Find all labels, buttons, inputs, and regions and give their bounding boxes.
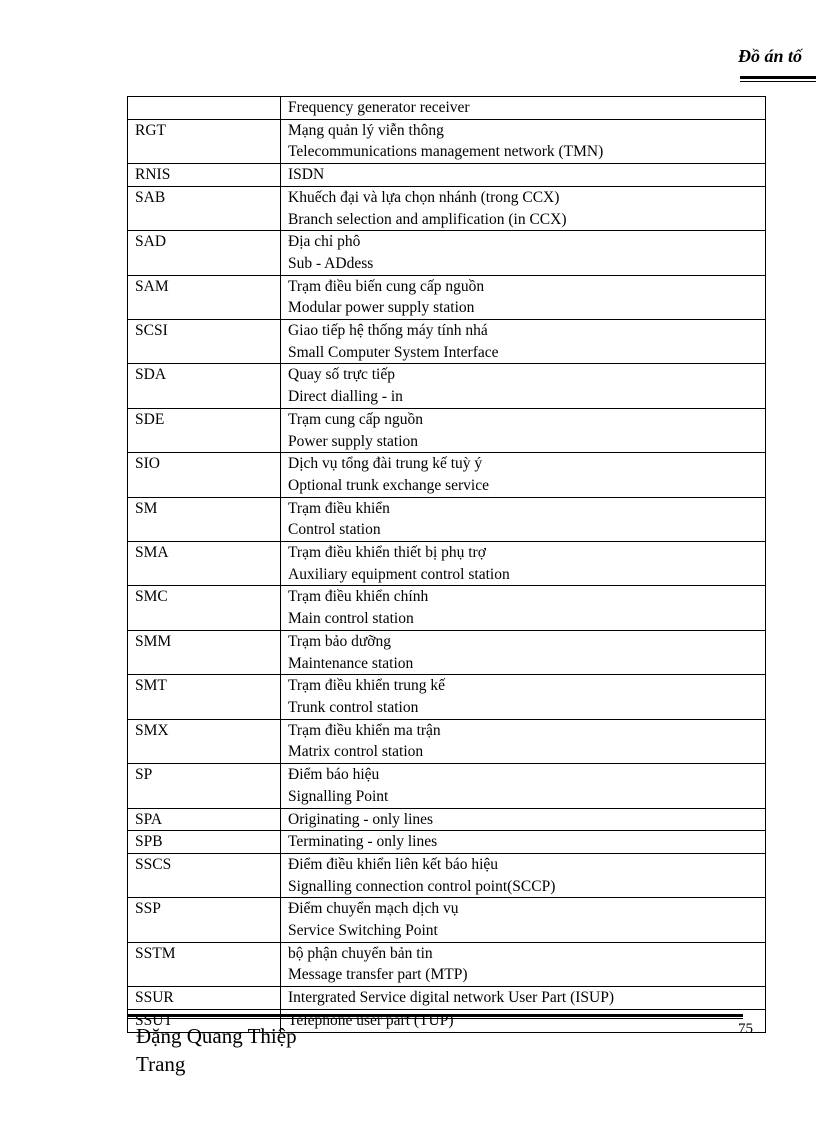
abbreviation-code: SMX xyxy=(128,719,281,763)
abbreviation-description xyxy=(281,853,766,897)
table-row xyxy=(128,497,766,541)
description-line: Matrix control station xyxy=(288,743,424,761)
abbreviation-description xyxy=(281,630,766,674)
table-row xyxy=(128,320,766,364)
table-row xyxy=(128,97,766,120)
description-line: Khuếch đại và lựa chọn nhánh (trong CCX) xyxy=(288,188,560,206)
table-row xyxy=(128,408,766,452)
table-row xyxy=(128,719,766,763)
abbreviation-description xyxy=(281,408,766,452)
description-line: Điểm báo hiệu xyxy=(288,766,380,784)
table-row xyxy=(128,942,766,986)
description-line: Trạm bảo dưỡng xyxy=(288,632,391,650)
abbreviation-code: SSCS xyxy=(128,853,281,897)
abbreviation-code: SAD xyxy=(128,231,281,275)
abbreviation-description xyxy=(281,364,766,408)
description-line: Trạm điều khiển xyxy=(288,499,390,517)
abbreviation-code: RGT xyxy=(128,119,281,163)
table-row xyxy=(128,853,766,897)
table-row xyxy=(128,231,766,275)
abbreviation-description xyxy=(281,808,766,831)
abbreviation-code: SM xyxy=(128,497,281,541)
description-line: Trạm điều biến cung cấp nguồn xyxy=(288,277,485,295)
description-line: Signalling connection control point(SCCP) xyxy=(288,877,556,895)
abbreviation-description xyxy=(281,764,766,808)
abbreviation-description xyxy=(281,675,766,719)
abbreviation-description xyxy=(281,453,766,497)
author-line-2: Trang xyxy=(136,1052,186,1076)
abbreviation-code: SCSI xyxy=(128,320,281,364)
description-line: Main control station xyxy=(288,610,414,628)
table-row xyxy=(128,831,766,854)
page-header-title: Đồ án tố xyxy=(738,46,803,66)
abbreviation-description xyxy=(281,497,766,541)
description-line: Quay số trực tiếp xyxy=(288,366,395,384)
table-row xyxy=(128,186,766,230)
description-line: Control station xyxy=(288,521,381,539)
table-row xyxy=(128,987,766,1010)
table-row xyxy=(128,808,766,831)
table-row xyxy=(128,364,766,408)
description-line: Terminating - only lines xyxy=(288,833,438,851)
abbreviation-code: SIO xyxy=(128,453,281,497)
description-line: Dịch vụ tổng đài trung kế tuỳ ý xyxy=(288,455,483,473)
abbreviation-description xyxy=(281,987,766,1010)
abbreviation-code: RNIS xyxy=(128,164,281,187)
footer-author xyxy=(136,1022,297,1078)
description-line: Mạng quản lý viễn thông xyxy=(288,121,444,139)
abbreviation-code: SMM xyxy=(128,630,281,674)
abbreviation-description xyxy=(281,231,766,275)
description-line: Optional trunk exchange service xyxy=(288,476,489,494)
abbreviation-code: SSP xyxy=(128,898,281,942)
abbreviation-table-body xyxy=(128,97,766,1033)
abbreviation-code: SAB xyxy=(128,186,281,230)
description-line: Điểm điều khiển liên kết báo hiệu xyxy=(288,855,499,873)
abbreviation-code: SPB xyxy=(128,831,281,854)
abbreviation-description xyxy=(281,542,766,586)
table-row xyxy=(128,630,766,674)
abbreviation-description xyxy=(281,1009,766,1032)
abbreviation-description xyxy=(281,275,766,319)
abbreviation-description xyxy=(281,586,766,630)
abbreviation-description xyxy=(281,719,766,763)
abbreviation-code: SPA xyxy=(128,808,281,831)
abbreviation-description xyxy=(281,942,766,986)
description-line: Service Switching Point xyxy=(288,922,438,940)
abbreviation-description xyxy=(281,164,766,187)
table-row xyxy=(128,119,766,163)
description-line: Trunk control station xyxy=(288,698,419,716)
description-line: Trạm cung cấp nguồn xyxy=(288,410,424,428)
abbreviation-description xyxy=(281,831,766,854)
abbreviation-code: SDA xyxy=(128,364,281,408)
description-line: Trạm điều khiển trung kế xyxy=(288,677,445,695)
description-line: Telephone user part (TUP) xyxy=(288,1011,454,1029)
description-line: Trạm điều khiển thiết bị phụ trợ xyxy=(288,544,486,562)
description-line: Sub - ADdess xyxy=(288,254,374,272)
abbreviation-description xyxy=(281,320,766,364)
description-line: Direct dialling - in xyxy=(288,388,403,406)
description-line: Intergrated Service digital network User Part (ISUP) xyxy=(288,989,614,1007)
abbreviation-code xyxy=(128,97,281,120)
description-line: Auxiliary equipment control station xyxy=(288,565,510,583)
table-row xyxy=(128,764,766,808)
header-rule xyxy=(740,76,816,82)
description-line: Power supply station xyxy=(288,432,419,450)
description-line: Signalling Point xyxy=(288,787,389,805)
table-row xyxy=(128,164,766,187)
abbreviation-table xyxy=(127,96,766,1033)
abbreviation-code: SSUR xyxy=(128,987,281,1010)
abbreviation-code: SMT xyxy=(128,675,281,719)
abbreviation-description xyxy=(281,186,766,230)
table-row xyxy=(128,898,766,942)
table-row xyxy=(128,275,766,319)
table-row xyxy=(128,453,766,497)
abbreviation-code: SDE xyxy=(128,408,281,452)
description-line: Message transfer part (MTP) xyxy=(288,966,468,984)
description-line: Modular power supply station xyxy=(288,299,475,317)
abbreviation-description xyxy=(281,119,766,163)
description-line: Trạm điều khiển chính xyxy=(288,588,429,606)
description-line: Telecommunications management network (TMN) xyxy=(288,143,604,161)
description-line: bộ phận chuyển bản tin xyxy=(288,944,433,962)
description-line: Trạm điều khiển ma trận xyxy=(288,721,441,739)
description-line: Giao tiếp hệ thống máy tính nhá xyxy=(288,322,488,340)
table-row xyxy=(128,675,766,719)
author-line-1: Đặng Quang Thiệp xyxy=(136,1024,297,1048)
table-row xyxy=(128,542,766,586)
description-line: Maintenance station xyxy=(288,654,414,672)
description-line: Originating - only lines xyxy=(288,810,434,828)
abbreviation-code: SMC xyxy=(128,586,281,630)
abbreviation-description xyxy=(281,898,766,942)
description-line: Địa chỉ phô xyxy=(288,233,361,251)
footer-rule xyxy=(127,1014,743,1019)
abbreviation-code: SP xyxy=(128,764,281,808)
table-row xyxy=(128,586,766,630)
description-line: Frequency generator receiver xyxy=(288,99,470,116)
page-number: 75 xyxy=(738,1021,753,1037)
description-line: Small Computer System Interface xyxy=(288,343,499,361)
abbreviation-code: SAM xyxy=(128,275,281,319)
description-line: ISDN xyxy=(288,166,325,184)
abbreviation-code: SSTM xyxy=(128,942,281,986)
abbreviation-code: SMA xyxy=(128,542,281,586)
description-line: Branch selection and amplification (in CCX) xyxy=(288,210,567,228)
description-line: Điểm chuyển mạch dịch vụ xyxy=(288,900,459,918)
abbreviation-code: SSUT xyxy=(128,1009,281,1032)
abbreviation-description xyxy=(281,97,766,120)
